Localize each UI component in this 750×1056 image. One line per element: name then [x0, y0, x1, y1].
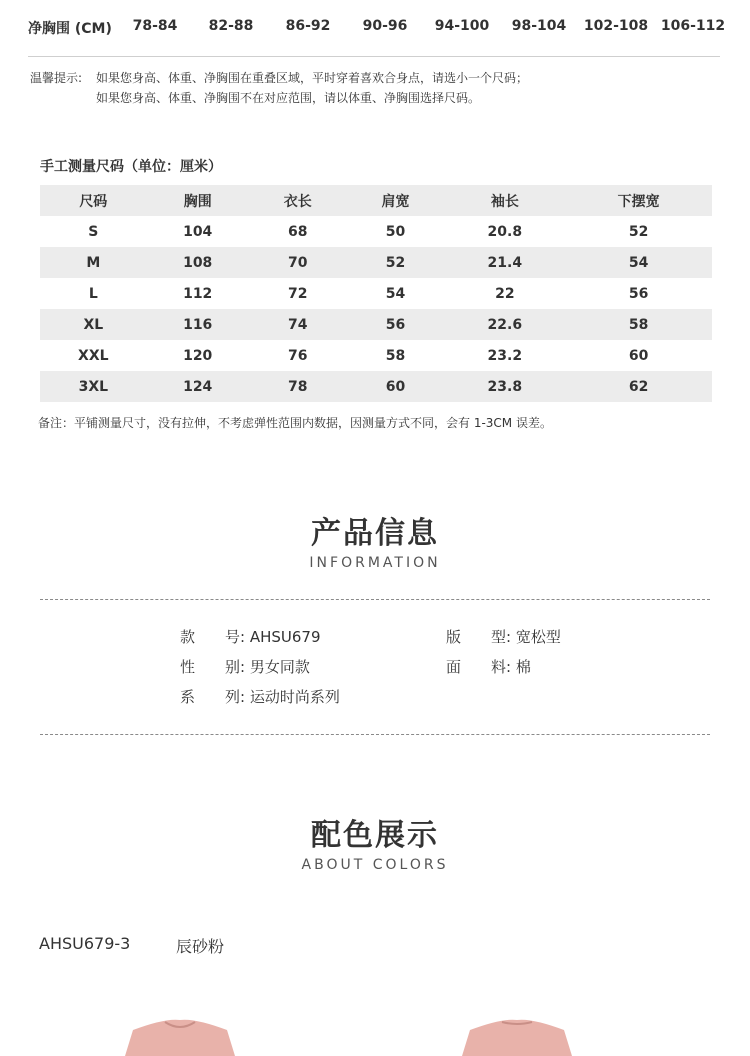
table-cell: 50 [385, 223, 406, 240]
color-sku: AHSU679-3 [39, 934, 131, 953]
table-header: 下摆宽 [565, 185, 712, 216]
info-section-subtitle: INFORMATION [309, 555, 441, 571]
table-row [40, 371, 712, 402]
table-cell: 58 [385, 347, 406, 364]
table-header: 肩宽 [347, 185, 445, 216]
table-cell: 72 [287, 285, 308, 302]
table-cell: L [88, 285, 98, 302]
chest-range: 94-100 [434, 18, 490, 34]
table-cell: 56 [628, 285, 649, 302]
table-cell: 112 [183, 285, 213, 302]
info-key: 系列 [180, 688, 240, 706]
divider [40, 599, 710, 600]
info-item-series: 系列: 运动时尚系列 [180, 688, 340, 706]
chest-range: 82-88 [208, 18, 254, 34]
chest-range: 86-92 [285, 18, 331, 34]
chest-range: 78-84 [132, 18, 178, 34]
table-cell: M [40, 247, 147, 278]
info-key: 款号 [180, 628, 240, 646]
shirt-shape [462, 1020, 572, 1056]
table-cell: 76 [287, 347, 308, 364]
info-value: 运动时尚系列 [249, 688, 340, 706]
table-row [40, 278, 712, 309]
table-row [40, 247, 712, 278]
chest-range: 90-96 [362, 18, 408, 34]
info-value: 棉 [515, 658, 531, 676]
table-cell: 104 [183, 223, 213, 240]
info-section-title: 产品信息 [311, 516, 439, 551]
info-item-style-no: 款号: AHSU679 [180, 628, 321, 646]
table-cell: 52 [347, 247, 445, 278]
table-cell: 3XL [40, 371, 147, 402]
table-cell: 54 [565, 247, 712, 278]
table-row [40, 309, 712, 340]
table-cell: 20.8 [487, 223, 523, 240]
shirt-shape [125, 1020, 235, 1056]
table-cell: 70 [249, 247, 347, 278]
info-key: 面料 [446, 658, 506, 676]
info-value: AHSU679 [249, 628, 321, 646]
tip-prefix: 温馨提示: [30, 71, 83, 85]
shirt-back-image [462, 1016, 572, 1056]
colors-section-title: 配色展示 [311, 818, 439, 853]
table-header: 胸围 [147, 185, 249, 216]
info-key: 版型 [446, 628, 506, 646]
table-cell: XXL [78, 347, 109, 364]
table-cell: S [88, 223, 99, 240]
size-table-title: 手工测量尺码（单位：厘米） [40, 159, 222, 175]
colors-section-subtitle: ABOUT COLORS [301, 857, 449, 873]
table-cell: 78 [249, 371, 347, 402]
tip-line-1: 如果您身高、体重、净胸围在重叠区域，平时穿着喜欢合身点，请选小一个尺码； [96, 71, 529, 85]
size-table [40, 185, 712, 402]
table-row [40, 216, 712, 247]
info-item-fit: 版型: 宽松型 [446, 628, 561, 646]
divider [40, 734, 710, 735]
table-cell: XL [40, 309, 147, 340]
info-item-fabric: 面料: 棉 [446, 658, 531, 676]
table-cell: 68 [287, 223, 308, 240]
table-cell: 108 [147, 247, 249, 278]
info-value: 宽松型 [515, 628, 561, 646]
chest-range: 98-104 [511, 18, 567, 34]
table-header-row [40, 185, 712, 216]
table-cell: 23.8 [444, 371, 565, 402]
size-table-note: 备注：平铺测量尺寸，没有拉伸，不考虑弹性范围内数据，因测量方式不同，会有 1-3CM 误差。 [38, 416, 552, 430]
info-item-gender: 性别: 男女同款 [180, 658, 310, 676]
info-value: 男女同款 [249, 658, 310, 676]
chest-range: 102-108 [583, 18, 649, 34]
table-header: 尺码 [40, 185, 147, 216]
table-cell: 124 [147, 371, 249, 402]
divider [28, 56, 720, 57]
table-cell: 120 [183, 347, 213, 364]
table-cell: 60 [347, 371, 445, 402]
shirt-front-image [125, 1016, 235, 1056]
table-row [40, 340, 712, 371]
table-cell: 116 [147, 309, 249, 340]
tip-line-2: 如果您身高、体重、净胸围不在对应范围，请以体重、净胸围选择尺码。 [96, 91, 481, 105]
table-cell: 22.6 [444, 309, 565, 340]
table-cell: 22 [495, 285, 515, 302]
table-cell: 62 [565, 371, 712, 402]
table-header: 衣长 [249, 185, 347, 216]
table-header: 袖长 [444, 185, 565, 216]
chest-range: 106-112 [660, 18, 726, 34]
table-cell: 56 [347, 309, 445, 340]
table-cell: 74 [249, 309, 347, 340]
chest-size-label: 净胸围 (CM) [28, 21, 112, 37]
info-key: 性别 [180, 658, 240, 676]
table-cell: 58 [565, 309, 712, 340]
table-cell: 21.4 [444, 247, 565, 278]
table-cell: 54 [385, 285, 406, 302]
color-name: 辰砂粉 [176, 937, 225, 956]
table-cell: 60 [628, 347, 649, 364]
table-cell: 52 [628, 223, 649, 240]
table-cell: 23.2 [487, 347, 523, 364]
